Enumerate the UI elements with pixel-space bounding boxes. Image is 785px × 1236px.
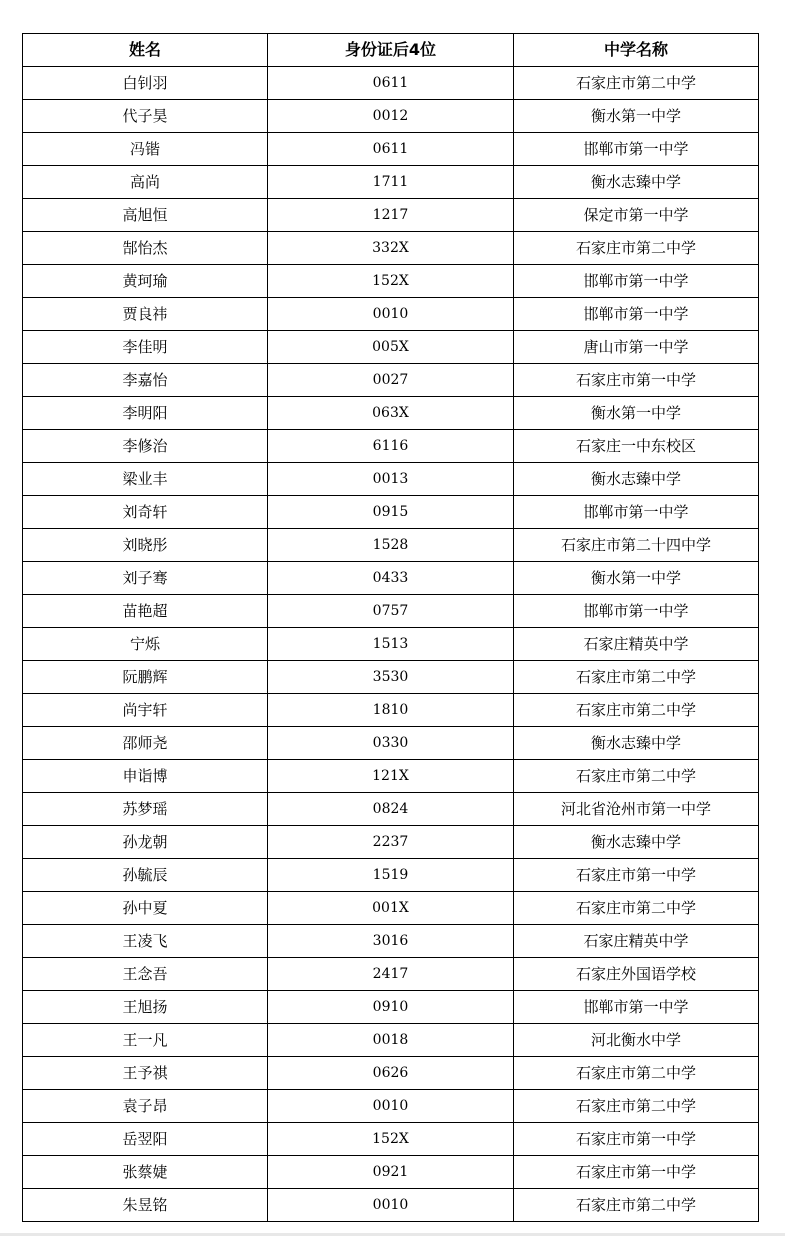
cell-school: 石家庄市第二中学 — [514, 760, 759, 793]
cell-id-last4: 1217 — [268, 199, 514, 232]
student-table — [22, 33, 759, 1222]
cell-name: 苗艳超 — [23, 595, 268, 628]
cell-school: 石家庄市第二中学 — [514, 1189, 759, 1222]
table-row — [23, 661, 759, 694]
cell-name: 王予祺 — [23, 1057, 268, 1090]
document — [22, 33, 758, 1222]
cell-school: 石家庄精英中学 — [514, 628, 759, 661]
cell-school: 石家庄外国语学校 — [514, 958, 759, 991]
cell-name: 朱昱铭 — [23, 1189, 268, 1222]
table-row — [23, 760, 759, 793]
cell-school: 衡水第一中学 — [514, 100, 759, 133]
table-row — [23, 1090, 759, 1123]
header-id-last4: 身份证后4位 — [268, 34, 514, 67]
cell-id-last4: 2417 — [268, 958, 514, 991]
cell-school: 石家庄市第二中学 — [514, 694, 759, 727]
table-row — [23, 298, 759, 331]
cell-name: 刘晓彤 — [23, 529, 268, 562]
cell-id-last4: 152X — [268, 265, 514, 298]
table-row — [23, 199, 759, 232]
cell-name: 代子昊 — [23, 100, 268, 133]
cell-school: 石家庄市第二十四中学 — [514, 529, 759, 562]
cell-id-last4: 0013 — [268, 463, 514, 496]
table-row — [23, 892, 759, 925]
cell-name: 阮鹏辉 — [23, 661, 268, 694]
table-row — [23, 1057, 759, 1090]
cell-name: 王凌飞 — [23, 925, 268, 958]
cell-name: 苏梦瑶 — [23, 793, 268, 826]
cell-id-last4: 0010 — [268, 298, 514, 331]
cell-name: 贾良祎 — [23, 298, 268, 331]
table-row — [23, 430, 759, 463]
header-school: 中学名称 — [514, 34, 759, 67]
table-row — [23, 991, 759, 1024]
cell-name: 李嘉怡 — [23, 364, 268, 397]
cell-school: 邯郸市第一中学 — [514, 496, 759, 529]
cell-school: 河北衡水中学 — [514, 1024, 759, 1057]
cell-name: 李明阳 — [23, 397, 268, 430]
table-row — [23, 826, 759, 859]
table-row — [23, 859, 759, 892]
table-row — [23, 100, 759, 133]
cell-name: 岳翌阳 — [23, 1123, 268, 1156]
cell-school: 石家庄一中东校区 — [514, 430, 759, 463]
cell-school: 衡水第一中学 — [514, 397, 759, 430]
cell-name: 孙中夏 — [23, 892, 268, 925]
table-row — [23, 496, 759, 529]
cell-school: 石家庄市第一中学 — [514, 859, 759, 892]
cell-name: 李佳明 — [23, 331, 268, 364]
cell-name: 郜怡杰 — [23, 232, 268, 265]
cell-id-last4: 0330 — [268, 727, 514, 760]
cell-school: 衡水志臻中学 — [514, 463, 759, 496]
cell-id-last4: 0012 — [268, 100, 514, 133]
cell-name: 白钊羽 — [23, 67, 268, 100]
cell-id-last4: 0027 — [268, 364, 514, 397]
cell-id-last4: 063X — [268, 397, 514, 430]
cell-id-last4: 0757 — [268, 595, 514, 628]
cell-id-last4: 332X — [268, 232, 514, 265]
cell-id-last4: 152X — [268, 1123, 514, 1156]
cell-school: 石家庄市第一中学 — [514, 1156, 759, 1189]
cell-name: 袁子昂 — [23, 1090, 268, 1123]
cell-school: 邯郸市第一中学 — [514, 595, 759, 628]
cell-name: 高尚 — [23, 166, 268, 199]
table-row — [23, 1156, 759, 1189]
cell-name: 冯锴 — [23, 133, 268, 166]
table-row — [23, 628, 759, 661]
table-row — [23, 331, 759, 364]
cell-id-last4: 1528 — [268, 529, 514, 562]
table-row — [23, 364, 759, 397]
table-row — [23, 793, 759, 826]
cell-id-last4: 6116 — [268, 430, 514, 463]
table-row — [23, 265, 759, 298]
table-row — [23, 727, 759, 760]
cell-school: 衡水第一中学 — [514, 562, 759, 595]
table-row — [23, 958, 759, 991]
cell-id-last4: 3016 — [268, 925, 514, 958]
cell-id-last4: 1711 — [268, 166, 514, 199]
cell-school: 衡水志臻中学 — [514, 826, 759, 859]
table-row — [23, 925, 759, 958]
cell-school: 邯郸市第一中学 — [514, 991, 759, 1024]
cell-name: 刘子骞 — [23, 562, 268, 595]
cell-id-last4: 0921 — [268, 1156, 514, 1189]
header-row — [23, 34, 759, 67]
cell-school: 石家庄市第二中学 — [514, 1090, 759, 1123]
cell-name: 李修治 — [23, 430, 268, 463]
cell-school: 石家庄精英中学 — [514, 925, 759, 958]
cell-id-last4: 005X — [268, 331, 514, 364]
cell-school: 石家庄市第二中学 — [514, 232, 759, 265]
table-row — [23, 1189, 759, 1222]
cell-name: 刘奇轩 — [23, 496, 268, 529]
cell-school: 石家庄市第二中学 — [514, 67, 759, 100]
cell-school: 唐山市第一中学 — [514, 331, 759, 364]
cell-name: 黄珂瑜 — [23, 265, 268, 298]
cell-school: 衡水志臻中学 — [514, 727, 759, 760]
cell-school: 石家庄市第一中学 — [514, 364, 759, 397]
cell-name: 梁业丰 — [23, 463, 268, 496]
cell-school: 石家庄市第二中学 — [514, 1057, 759, 1090]
cell-id-last4: 001X — [268, 892, 514, 925]
cell-school: 邯郸市第一中学 — [514, 298, 759, 331]
cell-id-last4: 0824 — [268, 793, 514, 826]
cell-school: 邯郸市第一中学 — [514, 133, 759, 166]
cell-school: 河北省沧州市第一中学 — [514, 793, 759, 826]
table-row — [23, 67, 759, 100]
cell-id-last4: 2237 — [268, 826, 514, 859]
cell-name: 王旭扬 — [23, 991, 268, 1024]
table-row — [23, 562, 759, 595]
cell-name: 孙毓辰 — [23, 859, 268, 892]
cell-id-last4: 121X — [268, 760, 514, 793]
cell-name: 孙龙朝 — [23, 826, 268, 859]
cell-school: 邯郸市第一中学 — [514, 265, 759, 298]
table-row — [23, 397, 759, 430]
cell-id-last4: 0611 — [268, 133, 514, 166]
cell-id-last4: 1513 — [268, 628, 514, 661]
table-row — [23, 529, 759, 562]
cell-id-last4: 0915 — [268, 496, 514, 529]
cell-id-last4: 1519 — [268, 859, 514, 892]
header-name: 姓名 — [23, 34, 268, 67]
cell-name: 申诣博 — [23, 760, 268, 793]
cell-id-last4: 1810 — [268, 694, 514, 727]
cell-name: 邵师尧 — [23, 727, 268, 760]
cell-name: 尚宇轩 — [23, 694, 268, 727]
table-row — [23, 1024, 759, 1057]
cell-school: 保定市第一中学 — [514, 199, 759, 232]
table-row — [23, 133, 759, 166]
cell-id-last4: 0626 — [268, 1057, 514, 1090]
cell-name: 高旭恒 — [23, 199, 268, 232]
table-row — [23, 694, 759, 727]
cell-id-last4: 0010 — [268, 1090, 514, 1123]
cell-name: 张蔡婕 — [23, 1156, 268, 1189]
cell-school: 石家庄市第二中学 — [514, 661, 759, 694]
table-row — [23, 1123, 759, 1156]
cell-name: 王念吾 — [23, 958, 268, 991]
table-row — [23, 463, 759, 496]
cell-id-last4: 3530 — [268, 661, 514, 694]
cell-school: 石家庄市第一中学 — [514, 1123, 759, 1156]
cell-name: 宁烁 — [23, 628, 268, 661]
cell-id-last4: 0611 — [268, 67, 514, 100]
table-row — [23, 166, 759, 199]
cell-school: 石家庄市第二中学 — [514, 892, 759, 925]
cell-id-last4: 0433 — [268, 562, 514, 595]
table-row — [23, 232, 759, 265]
cell-id-last4: 0910 — [268, 991, 514, 1024]
table-body — [23, 67, 759, 1222]
table-row — [23, 595, 759, 628]
cell-id-last4: 0018 — [268, 1024, 514, 1057]
cell-id-last4: 0010 — [268, 1189, 514, 1222]
cell-school: 衡水志臻中学 — [514, 166, 759, 199]
cell-name: 王一凡 — [23, 1024, 268, 1057]
